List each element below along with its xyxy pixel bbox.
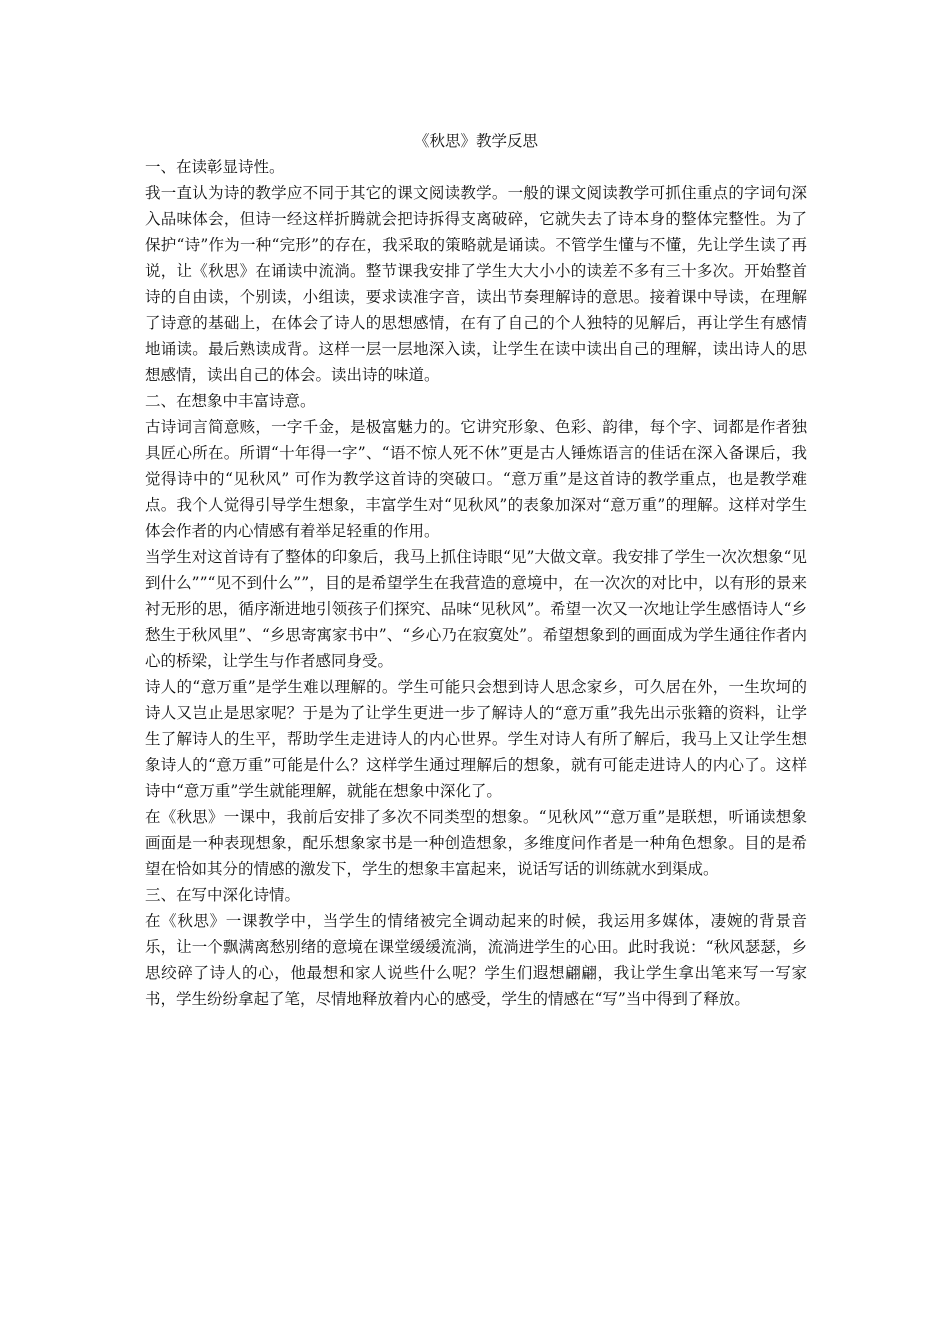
section-heading-1: 一、在读彰显诗性。 bbox=[145, 158, 285, 176]
section-2-paragraph-3: 诗人的“意万重”是学生难以理解的。学生可能只会想到诗人思念家乡，可久居在外，一生坎坷的诗人又岂止是思家呢？于是为了让学生更进一步了解诗人的“意万重”我先出示张籍的资料，让学生了解诗人的生平，帮助学生走进诗人的内心世界。学生对诗人有所了解后，我马上又让学生想象诗人的“意万重”可能是什么？这样学生通过理解后的想象，就有可能走进诗人的内心了。这样诗中“意万重”学生就能理解，就能在想象中深化了。 bbox=[145, 678, 807, 800]
section-heading-3: 三、在写中深化诗情。 bbox=[145, 886, 301, 904]
section-3-paragraph-1: 在《秋思》一课教学中，当学生的情绪被完全调动起来的时候，我运用多媒体，凄婉的背景音乐，让一个飘满离愁别绪的意境在课堂缓缓流淌，流淌进学生的心田。此时我说：“秋风瑟瑟，乡思绞碎了诗人的心，他最想和家人说些什么呢？学生们遐想翩翩，我让学生拿出笔来写一写家书，学生纷纷拿起了笔，尽情地释放着内心的感受，学生的情感在“写”当中得到了释放。 bbox=[145, 912, 807, 1008]
section-2-paragraph-2: 当学生对这首诗有了整体的印象后，我马上抓住诗眼“见”大做文章。我安排了学生一次次想象“见到什么””“见不到什么””，目的是希望学生在我营造的意境中，在一次次的对比中，以有形的景来衬无形的思，循序渐进地引领孩子们探究、品味“见秋风”。希望一次又一次地让学生感悟诗人“乡愁生于秋风里”、“乡思寄寓家书中”、“乡心乃在寂寞处”。希望想象到的画面成为学生通往作者内心的桥梁，让学生与作者感同身受。 bbox=[145, 548, 807, 670]
document-body bbox=[145, 128, 807, 1012]
section-1-paragraph-1: 我一直认为诗的教学应不同于其它的课文阅读教学。一般的课文阅读教学可抓住重点的字词句深入品味体会，但诗一经这样折腾就会把诗拆得支离破碎，它就失去了诗本身的整体完整性。为了保护“诗”作为一种“完形”的存在，我采取的策略就是诵读。不管学生懂与不懂，先让学生读了再说，让《秋思》在诵读中流淌。整节课我安排了学生大大小小的读差不多有三十多次。开始整首诗的自由读，个别读，小组读，要求读准字音，读出节奏理解诗的意思。接着课中导读，在理解了诗意的基础上，在体会了诗人的思想感情，在有了自己的个人独特的见解后，再让学生有感情地诵读。最后熟读成背。这样一层一层地深入读，让学生在读中读出自己的理解，读出诗人的思想感情，读出自己的体会。读出诗的味道。 bbox=[145, 184, 807, 384]
section-2-paragraph-1: 古诗词言简意赅，一字千金，是极富魅力的。它讲究形象、色彩、韵律，每个字、词都是作者独具匠心所在。所谓“十年得一字”、“语不惊人死不休”更是古人锤炼语言的佳话在深入备课后，我觉得诗中的“见秋风” 可作为教学这首诗的突破口。“意万重”是这首诗的教学重点，也是教学难点。我个人觉得引导学生想象，丰富学生对“见秋风”的表象加深对“意万重”的理解。这样对学生体会作者的内心情感有着举足轻重的作用。 bbox=[145, 418, 807, 540]
section-heading-2: 二、在想象中丰富诗意。 bbox=[145, 392, 316, 410]
section-2-paragraph-4: 在《秋思》一课中，我前后安排了多次不同类型的想象。“见秋风”“意万重”是联想，听诵读想象画面是一种表现想象，配乐想象家书是一种创造想象，多维度问作者是一种角色想象。目的是希望在恰如其分的情感的激发下，学生的想象丰富起来，说话写话的训练就水到渠成。 bbox=[145, 808, 807, 878]
document-title: 《秋思》教学反思 bbox=[413, 132, 538, 150]
